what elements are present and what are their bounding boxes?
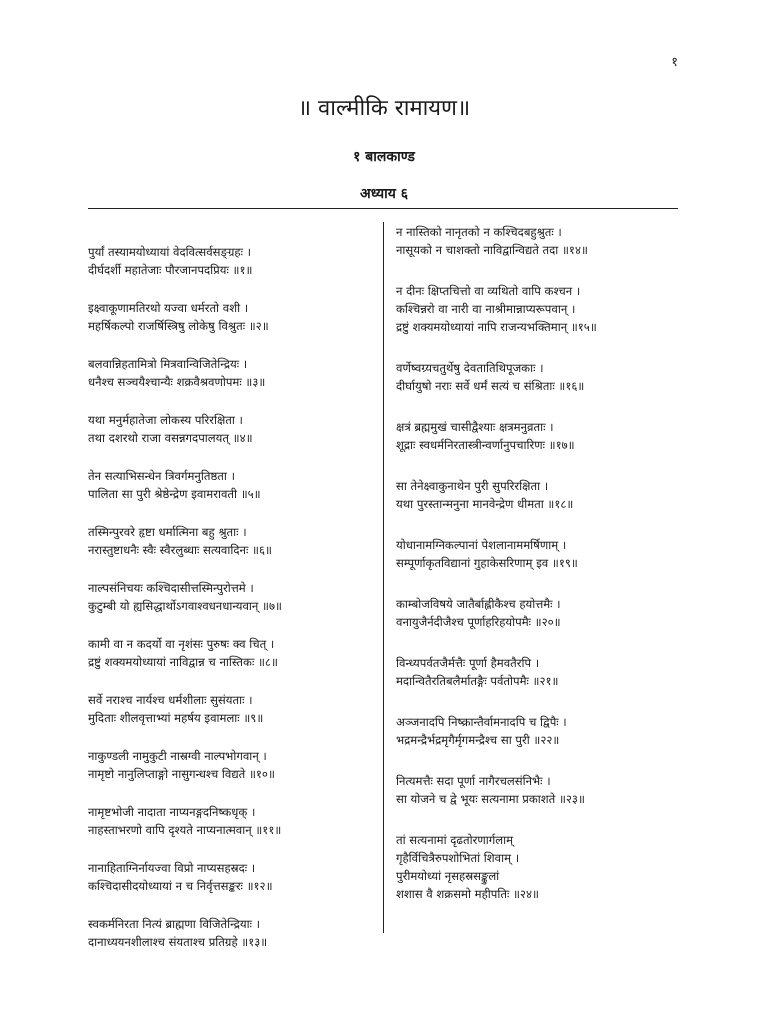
verse-line: नाल्पसंनिचयः कश्चिदासीत्तस्मिन्पुरोत्तमे । bbox=[88, 581, 254, 595]
verse bbox=[396, 713, 686, 749]
verse-line: महर्षिकल्पो राजर्षिस्त्रिषु लोकेषु विश्रुतः ॥२॥ bbox=[88, 319, 269, 333]
verse bbox=[88, 635, 378, 671]
verse-line: नरास्तुष्टाधनैः स्वैः स्वैरलुब्धाः सत्यवादिनः ॥६॥ bbox=[88, 543, 272, 557]
verse bbox=[88, 411, 378, 447]
verse bbox=[396, 282, 686, 336]
verse-line: दीर्घायुषो नराः सर्वे धर्मं सत्यं च संश्रिताः ॥१६॥ bbox=[396, 379, 585, 393]
verse-line: नित्यमत्तैः सदा पूर्णा नागैरचलसंनिभैः । bbox=[396, 774, 551, 788]
verse bbox=[88, 747, 378, 783]
verse-line: नामृष्टो नानुलिप्ताङ्गो नासुगन्धश्च विद्यते ॥१०॥ bbox=[88, 767, 275, 781]
verse bbox=[396, 654, 686, 690]
verse-line: मदान्वितैरतिबलैर्मातङ्गैः पर्वतोपमैः ॥२१॥ bbox=[396, 674, 559, 688]
verse-line: सम्पूर्णाकृतविद्यानां गुहाकेसरिणाम् इव ॥१९॥ bbox=[396, 556, 578, 570]
verse-line: नाकुण्डली नामुकुटी नास्रग्वी नाल्पभोगवान् । bbox=[88, 749, 267, 763]
verse bbox=[88, 355, 378, 391]
verse-line: कामी वा न कदर्यो वा नृशंसः पुरुषः क्व चित् । bbox=[88, 637, 275, 651]
verse-line: मुदिताः शीलवृत्ताभ्यां महर्षय इवामलाः ॥९॥ bbox=[88, 711, 264, 725]
verse-line: नासूयको न चाशक्तो नाविद्वान्विद्यते तदा ॥१४॥ bbox=[396, 243, 588, 257]
verse bbox=[396, 536, 686, 572]
verse-line: विन्ध्यपर्वतजैर्मत्तैः पूर्णा हैमवतैरपि । bbox=[396, 656, 540, 670]
verse bbox=[88, 579, 378, 615]
page-number: १ bbox=[671, 55, 678, 70]
header-rule bbox=[88, 208, 678, 209]
verse-line: दीर्घदर्शी महातेजाः पौरजानपदप्रियः ॥१॥ bbox=[88, 263, 253, 277]
verse-line: पालिता सा पुरी श्रेष्ठेन्द्रेण इवामरावती ॥५॥ bbox=[88, 487, 261, 501]
verse bbox=[88, 299, 378, 335]
verse-line: तथा दशरथो राजा वसन्नगदपालयत् ॥४॥ bbox=[88, 431, 253, 445]
verse-line: नामृष्टभोजी नादाता नाप्यनङ्गदनिष्कधृक् । bbox=[88, 805, 256, 819]
verse bbox=[88, 467, 378, 503]
verse-line: कश्चिदासीदयोध्यायां न च निर्वृत्तसङ्करः ॥१२॥ bbox=[88, 879, 273, 893]
verse-line: कश्चिन्नरो वा नारी वा नाश्रीमान्नाप्यरूपवान् । bbox=[396, 302, 576, 316]
chapter-heading: अध्याय ६ bbox=[360, 186, 408, 202]
verse bbox=[88, 859, 378, 895]
verse-line: पुर्यां तस्यामयोध्यायां वेदवित्सर्वसङ्ग्रहः । bbox=[88, 245, 251, 259]
verse-line: बलवान्निहतामित्रो मित्रवान्विजितेन्द्रियः । bbox=[88, 357, 248, 371]
verse-line: इक्ष्वाकूणामतिरथो यज्वा धर्मरतो वशी । bbox=[88, 301, 249, 315]
verse-line: यथा पुरस्तान्मनुना मानवेन्द्रेण धीमता ॥१८॥ bbox=[396, 497, 574, 511]
verse-line: स्वकर्मनिरता नित्यं ब्राह्मणा विजितेन्द्रियाः । bbox=[88, 917, 261, 931]
verse-line: भद्रमन्द्रैर्भद्रमृगैर्मृगमन्द्रैश्च सा पुरी ॥२२॥ bbox=[396, 733, 560, 747]
verse-line: गृहैर्विचित्रैरुपशोभितां शिवाम् । bbox=[396, 851, 520, 865]
verse-line: काम्बोजविषये जातैर्बाह्लीकैश्च हयोत्तमैः । bbox=[396, 597, 561, 611]
verse-line: शूद्राः स्वधर्मनिरतास्त्रीन्वर्णानुपचारिणः ॥१७॥ bbox=[396, 438, 575, 452]
verse-line: नाहस्ताभरणो वापि दृश्यते नाप्यनात्मवान् ॥११॥ bbox=[88, 823, 282, 837]
verse-line: अञ्जनादपि निष्क्रान्तैर्वामनादपि च द्विपैः । bbox=[396, 715, 567, 729]
verse-line: न नास्तिको नानृतको न कश्चिदबहुश्रुतः । bbox=[396, 225, 562, 239]
verse-line: सा योजने च द्वे भूयः सत्यनामा प्रकाशते ॥२३॥ bbox=[396, 792, 585, 806]
page-title: ॥ वाल्मीकि रामायण॥ bbox=[297, 96, 471, 121]
verse-line: शशास वै शक्रसमो महीपतिः ॥२४॥ bbox=[396, 887, 539, 901]
verse bbox=[88, 915, 378, 951]
verse-line: तस्मिन्पुरवरे हृष्टा धर्मात्मिना बहु श्रुताः । bbox=[88, 525, 247, 539]
verse-line: वर्णेष्वग्र्यचतुर्थेषु देवतातिथिपूजकाः । bbox=[396, 361, 544, 375]
column-divider bbox=[383, 222, 384, 933]
verse-line: योधानामग्निकल्पानां पेशलानाममर्षिणाम् । bbox=[396, 538, 567, 552]
verse-line: यथा मनुर्महातेजा लोकस्य परिरक्षिता । bbox=[88, 413, 243, 427]
verse bbox=[88, 523, 378, 559]
verse bbox=[396, 418, 686, 454]
verse bbox=[396, 772, 686, 808]
verse-line: पुरीमयोध्यां नृसहस्रसङ्कुलां bbox=[396, 869, 500, 883]
right-column bbox=[396, 223, 686, 926]
verse-line: द्रष्टुं शक्यमयोध्यायां नाविद्वान्न च नास्तिकः ॥८॥ bbox=[88, 655, 278, 669]
verse bbox=[396, 831, 686, 903]
verse-line: द्रष्टुं शक्यमयोध्यायां नापि राजन्यभक्तिमान् ॥१५॥ bbox=[396, 320, 597, 334]
left-column bbox=[88, 243, 378, 971]
verse bbox=[88, 803, 378, 839]
verse-line: क्षत्रं ब्रह्ममुखं चासीद्वैश्याः क्षत्रमनुव्रताः । bbox=[396, 420, 554, 434]
verse bbox=[396, 595, 686, 631]
verse bbox=[88, 691, 378, 727]
verse bbox=[396, 477, 686, 513]
verse-line: दानाध्ययनशीलाश्च संयताश्च प्रतिग्रहे ॥१३॥ bbox=[88, 935, 268, 949]
verse bbox=[88, 243, 378, 279]
verse bbox=[396, 223, 686, 259]
verse-line: वनायुजैर्नदीजैश्च पूर्णाहरिहयोपमैः ॥२०॥ bbox=[396, 615, 561, 629]
verse-line: धनैश्च सञ्चयैश्चान्यैः शक्रवैश्रवणोपमः ॥३॥ bbox=[88, 375, 266, 389]
verse bbox=[396, 359, 686, 395]
verse-line: नानाहिताग्निर्नायज्वा विप्रो नाप्यसहस्रदः । bbox=[88, 861, 256, 875]
verse-line: सा तेनेक्ष्वाकुनाथेन पुरी सुपरिरक्षिता । bbox=[396, 479, 549, 493]
verse-line: तेन सत्याभिसन्धेन त्रिवर्गमनुतिष्ठता । bbox=[88, 469, 235, 483]
verse-line: कुटुम्बी यो ह्यसिद्धार्थोऽगवाश्वधनधान्यवान् ॥७॥ bbox=[88, 599, 282, 613]
verse-line: सर्वे नराश्च नार्यश्च धर्मशीलाः सुसंयताः । bbox=[88, 693, 253, 707]
verse-line: न दीनः क्षिप्तचित्तो वा व्यथितो वापि कश्चन । bbox=[396, 284, 581, 298]
section-heading: १ बालकाण्ड bbox=[353, 149, 415, 165]
verse-line: तां सत्यनामां दृढतोरणार्गलाम् bbox=[396, 833, 514, 847]
